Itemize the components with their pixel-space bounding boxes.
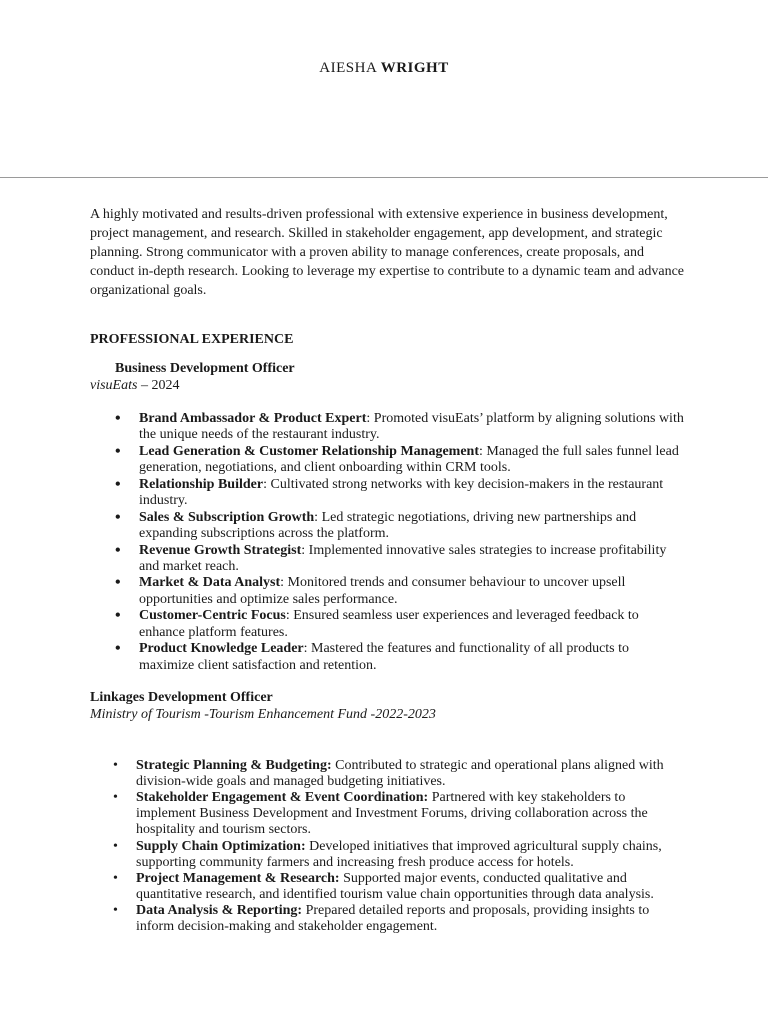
bullet-label: Brand Ambassador & Product Expert xyxy=(139,411,367,426)
bullet-label: Product Knowledge Leader xyxy=(139,641,304,657)
job-organization: visuEats xyxy=(90,378,138,393)
bullet-text: Promoted visuEats’ platform by aligning solutions with the unique needs of the restaurant industry. xyxy=(139,411,684,443)
bullet-separator: : xyxy=(263,476,271,492)
bullet-separator: : xyxy=(280,575,288,591)
bullet-text: Supported major events, conducted qualitative and quantitative research, and identified tourism value chain opportunities through data analysis. xyxy=(136,870,654,902)
bullet-separator: : xyxy=(366,411,374,426)
list-item xyxy=(115,641,685,674)
bullet-text: Cultivated strong networks with key decision-makers in the restaurant industry. xyxy=(139,476,664,509)
bullet-separator: : xyxy=(301,542,309,558)
bullet-separator: : xyxy=(285,608,294,624)
bullet-icon: • xyxy=(115,442,121,460)
bullet-label: Market & Data Analyst xyxy=(139,575,281,591)
bullet-text: Implemented innovative sales strategies to increase profitability and market reach. xyxy=(139,542,667,574)
list-item xyxy=(113,790,683,838)
first-name: AIESHA xyxy=(319,60,377,76)
bullet-label: Revenue Growth Strategist xyxy=(139,542,302,558)
list-item xyxy=(115,575,685,608)
list-item xyxy=(115,444,685,477)
bullet-text: Led strategic negotiations, driving new partnerships and expanding subscriptions across the platform. xyxy=(139,509,637,541)
bullet-icon: • xyxy=(115,475,121,493)
bullet-icon: • xyxy=(115,541,121,559)
bullet-label: Supply Chain Optimization: xyxy=(136,838,306,854)
summary-paragraph: A highly motivated and results-driven professional with extensive experience in business development, project management, and research. Skilled in stakeholder engagement, app development, and strategic planning. Strong communicator with a proven ability to manage conferences, create proposals, and conduct in-depth research. Looking to leverage my expertise to contribute to a dynamic team and advance organizational goals. xyxy=(90,207,684,298)
bullet-text: Developed initiatives that improved agricultural supply chains, supporting community farmers and increasing fresh produce access for hotels. xyxy=(136,838,662,870)
header-divider xyxy=(0,177,768,178)
bullet-label: Stakeholder Engagement & Event Coordination: xyxy=(136,790,429,806)
bullet-icon: • xyxy=(113,790,118,806)
bullet-label: Strategic Planning & Budgeting: xyxy=(136,758,332,773)
bullet-label: Data Analysis & Reporting: xyxy=(136,903,303,919)
list-item xyxy=(113,871,683,903)
bullet-label: Lead Generation & Customer Relationship Management xyxy=(139,443,479,459)
bullet-icon: • xyxy=(115,640,121,658)
job-organization: Ministry of Tourism -Tourism Enhancement Fund xyxy=(90,707,368,722)
bullet-text: Mastered the features and functionality of all products to maximize client satisfaction and retention. xyxy=(139,641,630,673)
resume-name xyxy=(0,60,768,77)
bullet-text: Managed the full sales funnel lead generation, negotiations, and client onboarding within CRM tools. xyxy=(139,443,679,476)
bullet-text: Partnered with key stakeholders to implement Business Development and Investment Forums, driving collaboration across the hospitality and tourism sectors. xyxy=(136,790,648,838)
last-name: WRIGHT xyxy=(380,60,449,76)
bullet-text: Contributed to strategic and operational plans aligned with division-wide goals and managed budgeting initiatives. xyxy=(136,758,664,789)
list-item xyxy=(115,411,685,444)
bullet-icon: • xyxy=(113,758,118,773)
list-item xyxy=(113,839,683,871)
bullet-text: Ensured seamless user experiences and leveraged feedback to enhance platform features. xyxy=(139,608,639,640)
list-item xyxy=(113,903,683,935)
job-organization-line xyxy=(90,707,436,723)
bullet-label: Project Management & Research: xyxy=(136,870,340,886)
section-heading-experience: PROFESSIONAL EXPERIENCE xyxy=(90,332,294,347)
list-item xyxy=(113,758,683,790)
bullet-icon: • xyxy=(113,903,118,919)
bullet-separator: : xyxy=(479,443,487,459)
list-item xyxy=(115,510,685,543)
bullet-separator: : xyxy=(303,641,312,657)
bullet-icon: • xyxy=(113,838,118,854)
job-title: Linkages Development Officer xyxy=(90,690,273,705)
bullet-label: Relationship Builder xyxy=(139,476,264,492)
bullet-label: Sales & Subscription Growth xyxy=(139,509,315,525)
job-dates: – 2024 xyxy=(137,378,180,393)
list-item xyxy=(115,543,685,576)
job-bullet-list xyxy=(115,411,685,674)
bullet-icon: • xyxy=(115,574,121,592)
bullet-label: Customer-Centric Focus xyxy=(139,608,286,624)
job-organization-line xyxy=(90,378,179,394)
bullet-text: Prepared detailed reports and proposals, providing insights to inform decision-making and stakeholder engagement. xyxy=(136,903,650,935)
bullet-icon: • xyxy=(113,870,118,886)
bullet-icon: • xyxy=(115,508,121,526)
list-item xyxy=(115,477,685,510)
bullet-icon: • xyxy=(115,607,121,625)
job-bullet-list xyxy=(113,758,683,935)
bullet-text: Monitored trends and consumer behaviour to uncover upsell opportunities and optimize sales performance. xyxy=(139,575,626,607)
bullet-icon: • xyxy=(115,410,121,427)
bullet-separator: : xyxy=(314,509,322,525)
list-item xyxy=(115,608,685,641)
job-title: Business Development Officer xyxy=(115,361,295,376)
job-dates: -2022-2023 xyxy=(367,707,436,722)
